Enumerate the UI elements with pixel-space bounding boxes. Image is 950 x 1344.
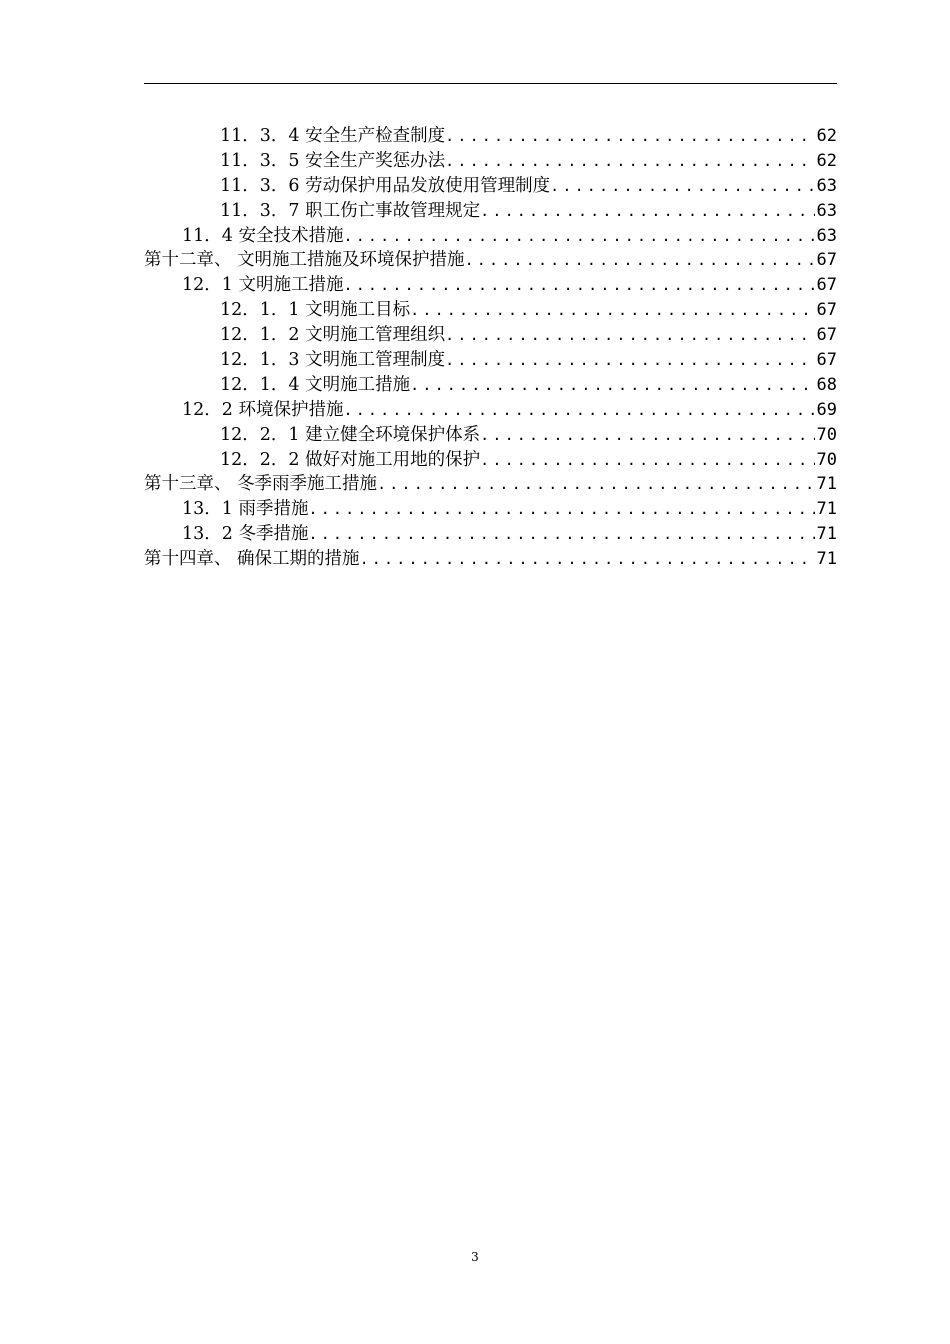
- toc-entry-page: 62: [816, 150, 837, 171]
- toc-entry-page: 67: [816, 275, 837, 296]
- toc-entry-title: 12．1．4 文明施工措施: [220, 374, 411, 395]
- toc-entry-title: 11．3．7 职工伤亡事故管理规定: [220, 200, 481, 221]
- toc-entry-title: 第十四章、 确保工期的措施: [144, 549, 360, 570]
- toc-entry-page: 67: [816, 350, 837, 371]
- toc-entry[interactable]: [144, 448, 837, 473]
- toc-entry[interactable]: [144, 472, 837, 497]
- toc-dot-leader: [410, 373, 814, 398]
- toc-entry-page: 70: [816, 449, 837, 470]
- toc-entry-title: 12．1．2 文明施工管理组织: [220, 325, 446, 346]
- toc-dot-leader: [343, 398, 814, 423]
- page-number: 3: [471, 1250, 479, 1264]
- toc-entry[interactable]: [144, 149, 837, 174]
- toc-entry-page: 71: [816, 549, 837, 570]
- toc-entry-page: 68: [816, 374, 837, 395]
- toc-entry[interactable]: [144, 522, 837, 547]
- toc-entry-title: 第十二章、 文明施工措施及环境保护措施: [144, 250, 465, 271]
- toc-entry[interactable]: [144, 497, 837, 522]
- toc-dot-leader: [343, 273, 814, 298]
- toc-dot-leader: [445, 124, 814, 149]
- toc-entry-page: 67: [816, 325, 837, 346]
- toc-entry-page: 70: [816, 424, 837, 445]
- toc-dot-leader: [308, 522, 814, 547]
- toc-dot-leader: [410, 298, 814, 323]
- toc-entry[interactable]: [144, 199, 837, 224]
- toc-entry[interactable]: [144, 373, 837, 398]
- toc-entry-title: 12．1．3 文明施工管理制度: [220, 350, 446, 371]
- toc-entry-title: 12．1．1 文明施工目标: [220, 300, 411, 321]
- toc-entry[interactable]: [144, 323, 837, 348]
- toc-entry-title: 13．1 雨季措施: [182, 499, 309, 520]
- toc-entry[interactable]: [144, 273, 837, 298]
- toc-dot-leader: [445, 149, 814, 174]
- toc-entry-page: 71: [816, 499, 837, 520]
- toc-dot-leader: [480, 448, 814, 473]
- toc-dot-leader: [445, 323, 814, 348]
- toc-entry-title: 12．1 文明施工措施: [182, 275, 344, 296]
- toc-entry-page: 67: [816, 300, 837, 321]
- header-rule: [144, 83, 837, 84]
- toc-entry[interactable]: [144, 348, 837, 373]
- toc-entry[interactable]: [144, 224, 837, 249]
- toc-dot-leader: [550, 174, 814, 199]
- toc-dot-leader: [480, 199, 814, 224]
- toc-entry-page: 67: [816, 250, 837, 271]
- toc-entry[interactable]: [144, 298, 837, 323]
- table-of-contents: [144, 124, 837, 572]
- toc-entry-title: 第十三章、 冬季雨季施工措施: [144, 474, 378, 495]
- toc-dot-leader: [343, 224, 814, 249]
- toc-entry[interactable]: [144, 174, 837, 199]
- toc-entry-page: 71: [816, 524, 837, 545]
- toc-entry-title: 11．3．6 劳动保护用品发放使用管理制度: [220, 175, 551, 196]
- toc-entry-title: 12．2．1 建立健全环境保护体系: [220, 424, 481, 445]
- toc-entry-title: 11．3．5 安全生产奖惩办法: [220, 150, 446, 171]
- toc-entry-page: 69: [816, 399, 837, 420]
- toc-dot-leader: [308, 497, 814, 522]
- toc-entry-page: 63: [816, 175, 837, 196]
- toc-entry[interactable]: [144, 423, 837, 448]
- toc-entry-title: 13．2 冬季措施: [182, 524, 309, 545]
- toc-entry-page: 71: [816, 474, 837, 495]
- toc-dot-leader: [465, 248, 815, 273]
- toc-dot-leader: [360, 547, 815, 572]
- toc-entry-title: 11．3．4 安全生产检查制度: [220, 126, 446, 146]
- toc-entry[interactable]: [144, 248, 837, 273]
- toc-entry-page: 63: [816, 225, 837, 246]
- toc-entry-title: 12．2 环境保护措施: [182, 399, 344, 420]
- toc-dot-leader: [377, 472, 814, 497]
- toc-entry[interactable]: [144, 547, 837, 572]
- toc-dot-leader: [445, 348, 814, 373]
- toc-dot-leader: [480, 423, 814, 448]
- toc-entry-page: 63: [816, 200, 837, 221]
- toc-entry[interactable]: [144, 398, 837, 423]
- toc-entry-title: 12．2．2 做好对施工用地的保护: [220, 449, 481, 470]
- toc-entry-page: 62: [816, 126, 837, 146]
- toc-entry-title: 11．4 安全技术措施: [182, 225, 344, 246]
- toc-entry[interactable]: [144, 124, 837, 149]
